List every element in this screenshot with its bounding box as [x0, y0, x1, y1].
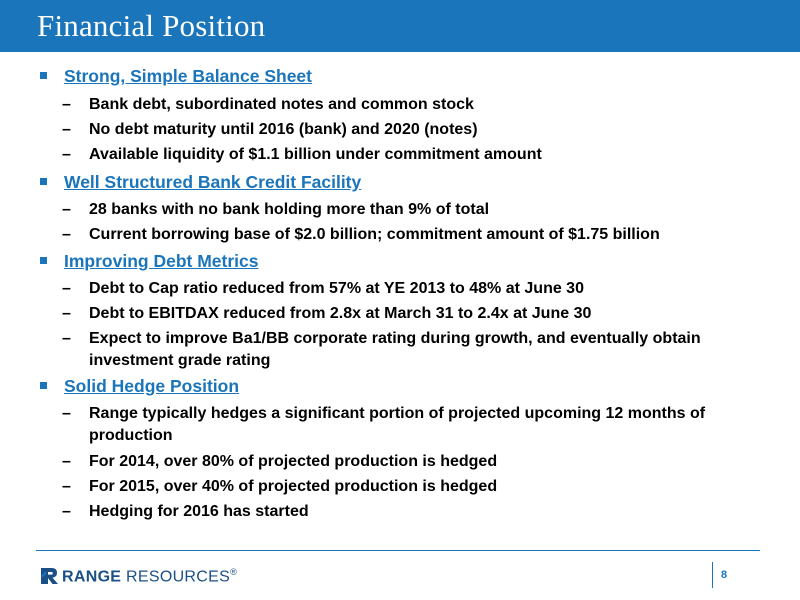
dash-bullet: –: [62, 305, 71, 322]
list-item: [62, 303, 782, 325]
dash-bullet: –: [62, 503, 71, 520]
list-item: [62, 476, 782, 498]
square-bullet-icon: [40, 72, 47, 79]
section-heading-label[interactable]: Strong, Simple Balance Sheet: [64, 66, 312, 86]
logo-wordmark: [62, 567, 237, 586]
list-item-text: Debt to EBITDAX reduced from 2.8x at March 31 to 2.4x at June 30: [89, 305, 592, 322]
list-item-text: Current borrowing base of $2.0 billion; commitment amount of $1.75 billion: [89, 226, 660, 243]
dash-bullet: –: [62, 226, 71, 243]
list-item-text: For 2014, over 80% of projected production is hedged: [89, 453, 498, 470]
dash-bullet: –: [62, 405, 71, 422]
square-bullet-icon: [40, 382, 47, 389]
list-item: [62, 403, 782, 447]
list-item: [62, 451, 782, 473]
dash-bullet: –: [62, 96, 71, 113]
list-item: [62, 119, 782, 141]
title-bar: [0, 0, 800, 52]
dash-bullet: –: [62, 280, 71, 297]
dash-bullet: –: [62, 146, 71, 163]
range-logo-mark-icon: [40, 566, 60, 586]
logo-brand-suffix: RESOURCES: [121, 568, 231, 586]
list-item-text: For 2015, over 40% of projected production is hedged: [89, 478, 498, 495]
logo-brand: RANGE: [62, 568, 122, 586]
page-number-separator: [712, 562, 713, 588]
list-item: [62, 328, 782, 372]
section-heading-label[interactable]: Solid Hedge Position: [64, 376, 240, 396]
dash-bullet: –: [62, 330, 71, 347]
list-item-text: Available liquidity of $1.1 billion under commitment amount: [89, 146, 542, 163]
list-item-text: Expect to improve Ba1/BB corporate rating during growth, and eventually obtain investment grade rating: [89, 330, 701, 369]
dash-bullet: –: [62, 201, 71, 218]
square-bullet-icon: [40, 178, 47, 185]
slide-title: Financial Position: [37, 8, 266, 43]
dash-bullet: –: [62, 121, 71, 138]
logo-trademark: ®: [230, 567, 238, 577]
list-item-text: Bank debt, subordinated notes and common stock: [89, 96, 474, 113]
dash-bullet: –: [62, 453, 71, 470]
square-bullet-icon: [40, 257, 47, 264]
list-item-text: 28 banks with no bank holding more than 9% of total: [89, 201, 490, 218]
list-item: [62, 199, 782, 221]
list-item: [62, 501, 782, 523]
list-item-text: No debt maturity until 2016 (bank) and 2020 (notes): [89, 121, 478, 138]
section-heading-label[interactable]: Improving Debt Metrics: [64, 251, 259, 271]
footer-divider: [36, 550, 760, 551]
list-item-text: Debt to Cap ratio reduced from 57% at YE 2013 to 48% at June 30: [89, 280, 584, 297]
list-item-text: Range typically hedges a significant portion of projected upcoming 12 months of production: [89, 405, 706, 444]
list-item: [62, 94, 782, 116]
page-number: 8: [721, 569, 728, 581]
dash-bullet: –: [62, 478, 71, 495]
list-item: [62, 224, 782, 246]
list-item-text: Hedging for 2016 has started: [89, 503, 309, 520]
section-heading-label[interactable]: Well Structured Bank Credit Facility: [64, 172, 362, 192]
list-item: [62, 144, 782, 166]
list-item: [62, 278, 782, 300]
